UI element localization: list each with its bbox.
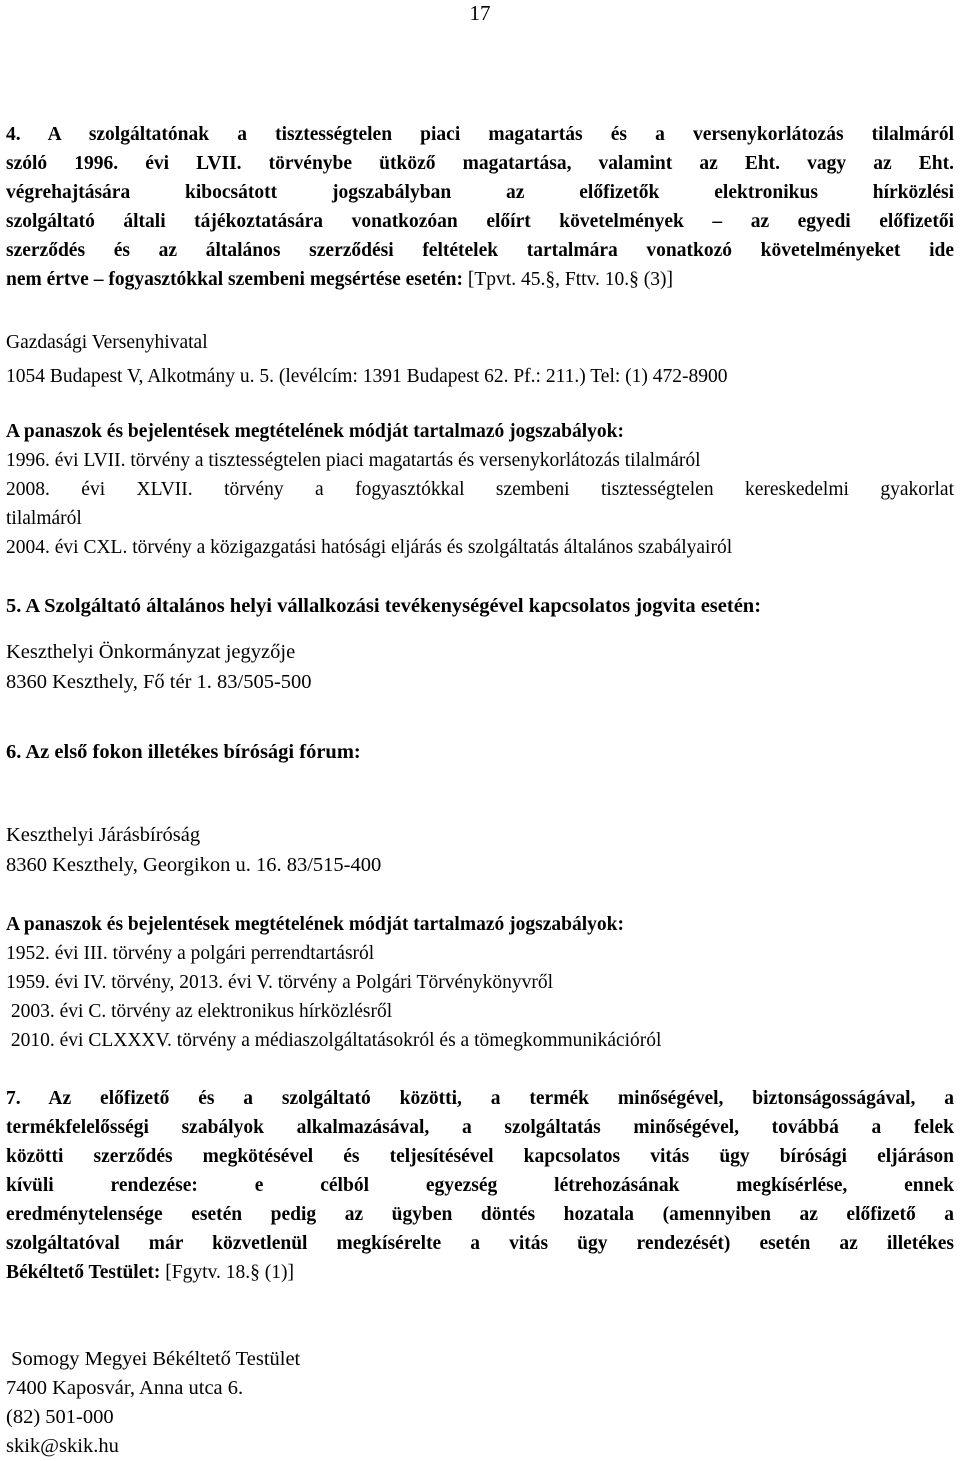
gvh-contact [6, 328, 954, 391]
law-item: 1959. évi IV. törvény, 2013. évi V. törvény a Polgári Törvénykönyvről [6, 972, 554, 993]
page-number: 17 [469, 1, 491, 25]
laws-heading: A panaszok és bejelentések megtételének módját tartalmazó jogszabályok: [6, 914, 624, 935]
law-item: 2003. évi C. törvény az elektronikus hírközlésről [6, 1001, 393, 1022]
laws-heading: A panaszok és bejelentések megtételének módját tartalmazó jogszabályok: [6, 421, 624, 442]
section-7-paragraph [6, 1084, 954, 1287]
law-item: 2004. évi CXL. törvény a közigazgatási hatósági eljárás és szolgáltatás általános szabályairól [6, 537, 733, 558]
org-address: 8360 Keszthely, Georgikon u. 16. 83/515-400 [6, 854, 382, 876]
section-7-last-line [6, 1258, 954, 1287]
section-7-reference: [Fgytv. 18.§ (1)] [160, 1262, 294, 1283]
section-7-line: eredménytelensége esetén pedig az ügyben döntés hozatala (amennyiben az előfizető a [6, 1204, 954, 1225]
section-7-line: közötti szerződés megkötésével és teljesítésével kapcsolatos vitás ügy bírósági eljáráson [6, 1146, 954, 1167]
section-4-line: végrehajtására kibocsátott jogszabályban az előfizetők elektronikus hírközlési [6, 182, 954, 203]
bekelteto-contact [6, 1345, 954, 1461]
law-item-continued: tilalmáról [6, 508, 82, 529]
section-4-line: szerződés és az általános szerződési feltételek tartalmára vonatkozó követelményeket ide [6, 240, 954, 261]
section-4-line: szolgáltató általi tájékoztatására vonatkozóan előírt követelmények – az egyedi előfizetői [6, 211, 954, 232]
org-address: 1054 Budapest V, Alkotmány u. 5. (levélcím: 1391 Budapest 62. Pf.: 211.) Tel: (1) 472-8900 [6, 366, 728, 387]
section-7-line: 7. Az előfizető és a szolgáltató közötti, a termék minőségével, biztonságosságával, a [6, 1088, 954, 1109]
law-item: 2010. évi CLXXXV. törvény a médiaszolgáltatásokról és a tömegkommunikációról [6, 1030, 662, 1051]
org-address: 8360 Keszthely, Fő tér 1. 83/505-500 [6, 671, 312, 693]
section-7-last-bold: Békéltető Testület: [6, 1262, 161, 1283]
org-address: 7400 Kaposvár, Anna utca 6. [6, 1377, 244, 1399]
section-7-line: termékfelelősségi szabályok alkalmazásával, a szolgáltatás minőségével, továbbá a felek [6, 1117, 954, 1138]
section-5-heading: 5. A Szolgáltató általános helyi vállalkozási tevékenységével kapcsolatos jogvita esetén: [6, 595, 762, 617]
section-4-paragraph [6, 120, 954, 294]
section-6 [6, 738, 954, 767]
law-item: 2008. évi XLVII. törvény a fogyasztókkal szembeni tisztességtelen kereskedelmi gyakorlat [6, 479, 954, 500]
court-contact [6, 821, 954, 880]
section-4-line: szóló 1996. évi LVII. törvénybe ütköző magatartása, valamint az Eht. vagy az Eht. [6, 153, 954, 174]
section-7-line: kívüli rendezése: e célból egyezség létrehozásának megkísérlése, ennek [6, 1175, 954, 1196]
org-name: Keszthelyi Önkormányzat jegyzője [6, 641, 296, 663]
section-4-last-bold: nem értve – fogyasztókkal szembeni megsértése esetén: [6, 269, 464, 290]
org-name: Gazdasági Versenyhivatal [6, 332, 208, 353]
org-name: Somogy Megyei Békéltető Testület [6, 1348, 301, 1370]
org-name: Keszthelyi Járásbíróság [6, 824, 201, 846]
section-4-line: 4. A szolgáltatónak a tisztességtelen piaci magatartás és a versenykorlátozás tilalmáról [6, 124, 954, 145]
section-4-reference: [Tpvt. 45.§, Fttv. 10.§ (3)] [463, 269, 673, 290]
section-5 [6, 592, 954, 697]
section-4-last-line [6, 265, 954, 294]
section-6-heading: 6. Az első fokon illetékes bírósági fórum: [6, 741, 361, 763]
section-6-laws [6, 910, 954, 1055]
section-7-line: szolgáltatóval már közvetlenül megkísérelte a vitás ügy rendezését) esetén az illetékes [6, 1233, 954, 1254]
law-item: 1996. évi LVII. törvény a tisztességtelen piaci magatartás és versenykorlátozás tilalmáról [6, 450, 701, 471]
org-phone: (82) 501-000 [6, 1406, 114, 1428]
org-email[interactable]: skik@skik.hu [6, 1435, 119, 1457]
section-4-laws [6, 417, 954, 562]
law-item: 1952. évi III. törvény a polgári perrendtartásról [6, 943, 375, 964]
